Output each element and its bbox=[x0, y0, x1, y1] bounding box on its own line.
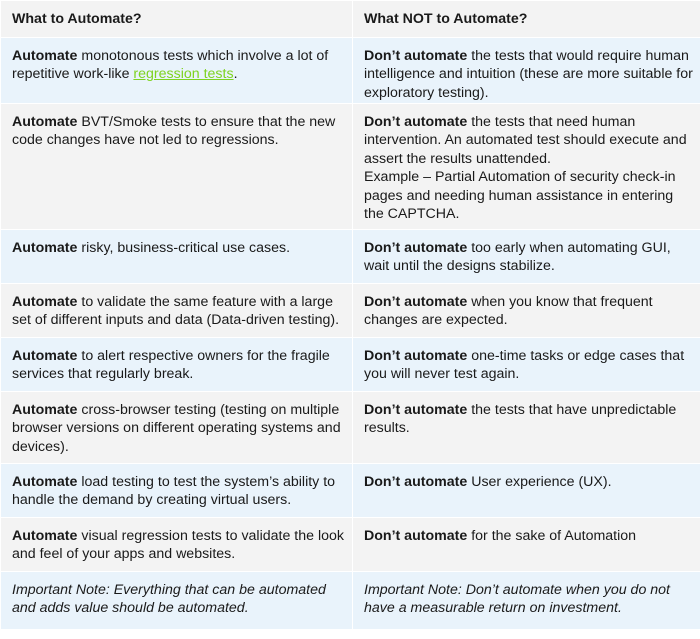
dont-automate-cell bbox=[353, 284, 700, 338]
automate-cell bbox=[1, 38, 353, 104]
automate-keyword: Automate bbox=[12, 348, 78, 364]
automate-text: to alert respective owners for the fragile services that regularly break. bbox=[12, 348, 330, 383]
automate-keyword: Automate bbox=[12, 402, 78, 418]
dont-automate-text: for the sake of Automation bbox=[467, 528, 637, 544]
dont-automate-keyword: Don’t automate bbox=[364, 528, 468, 544]
table-header-row bbox=[1, 1, 700, 38]
automate-text: to validate the same feature with a large set of different inputs and data (Data-driven testing). bbox=[12, 294, 340, 329]
header-what-not-to-automate: What NOT to Automate? bbox=[353, 1, 700, 38]
automate-cell bbox=[1, 338, 353, 392]
automate-cell bbox=[1, 104, 353, 230]
dont-automate-keyword: Don’t automate bbox=[364, 114, 468, 130]
dont-automate-keyword: Don’t automate bbox=[364, 240, 468, 256]
header-what-to-automate: What to Automate? bbox=[1, 1, 353, 38]
dont-automate-text: the tests that have unpredictable results. bbox=[364, 402, 677, 437]
dont-automate-keyword: Don’t automate bbox=[364, 348, 468, 364]
automate-cell bbox=[1, 464, 353, 518]
dont-automate-cell bbox=[353, 392, 700, 464]
dont-automate-example: Example – Partial Automation of security check-in pages and needing human assistance in entering the CAPTCHA. bbox=[364, 169, 676, 223]
automate-text: visual regression tests to validate the look and feel of your apps and websites. bbox=[12, 528, 344, 563]
automate-keyword: Automate bbox=[12, 294, 78, 310]
dont-automate-keyword: Don’t automate bbox=[364, 48, 468, 64]
dont-automate-note-cell: Important Note: Don’t automate when you do not have a measurable return on investment. bbox=[353, 572, 700, 630]
automate-cell bbox=[1, 284, 353, 338]
dont-automate-text: one-time tasks or edge cases that you will never test again. bbox=[364, 348, 685, 383]
dont-automate-keyword: Don’t automate bbox=[364, 294, 468, 310]
automate-text: cross-browser testing (testing on multiple browser versions on different operating systems and devices). bbox=[12, 402, 341, 455]
automate-text: risky, business-critical use cases. bbox=[77, 240, 291, 256]
automate-text: load testing to test the system’s ability to handle the demand by creating virtual users. bbox=[12, 474, 336, 509]
automate-keyword: Automate bbox=[12, 48, 78, 64]
table-row bbox=[1, 230, 700, 284]
automate-keyword: Automate bbox=[12, 528, 78, 544]
table-row bbox=[1, 518, 700, 572]
table-row bbox=[1, 284, 700, 338]
automate-keyword: Automate bbox=[12, 240, 78, 256]
dont-automate-text: the tests that would require human intelligence and intuition (these are more suitable for exploratory testing). bbox=[364, 48, 693, 101]
dont-automate-cell bbox=[353, 38, 700, 104]
regression-tests-link[interactable]: regression tests bbox=[133, 66, 234, 83]
table-row bbox=[1, 464, 700, 518]
automate-note-cell: Important Note: Everything that can be automated and adds value should be automated. bbox=[1, 572, 353, 630]
automate-keyword: Automate bbox=[12, 474, 78, 490]
automate-cell bbox=[1, 518, 353, 572]
automate-cell bbox=[1, 392, 353, 464]
dont-automate-cell bbox=[353, 464, 700, 518]
dont-automate-text: when you know that frequent changes are expected. bbox=[364, 294, 653, 329]
table-row bbox=[1, 104, 700, 230]
dont-automate-text: User experience (UX). bbox=[467, 474, 612, 490]
dont-automate-cell bbox=[353, 338, 700, 392]
automate-cell bbox=[1, 230, 353, 284]
table-row bbox=[1, 392, 700, 464]
automate-text: monotonous tests which involve a lot of repetitive work-like bbox=[12, 48, 329, 83]
table-row bbox=[1, 338, 700, 392]
dont-automate-text: the tests that need human intervention. An automated test should execute and assert the results unattended. bbox=[364, 114, 687, 167]
table-row bbox=[1, 572, 700, 630]
table-row bbox=[1, 38, 700, 104]
dont-automate-text: too early when automating GUI, wait until the designs stabilize. bbox=[364, 240, 671, 275]
automate-text-end: . bbox=[233, 66, 238, 83]
dont-automate-keyword: Don’t automate bbox=[364, 474, 468, 490]
dont-automate-cell bbox=[353, 518, 700, 572]
dont-automate-keyword: Don’t automate bbox=[364, 402, 468, 418]
automate-text: BVT/Smoke tests to ensure that the new code changes have not led to regressions. bbox=[12, 114, 336, 149]
dont-automate-cell bbox=[353, 230, 700, 284]
dont-automate-cell bbox=[353, 104, 700, 230]
automate-keyword: Automate bbox=[12, 114, 78, 130]
